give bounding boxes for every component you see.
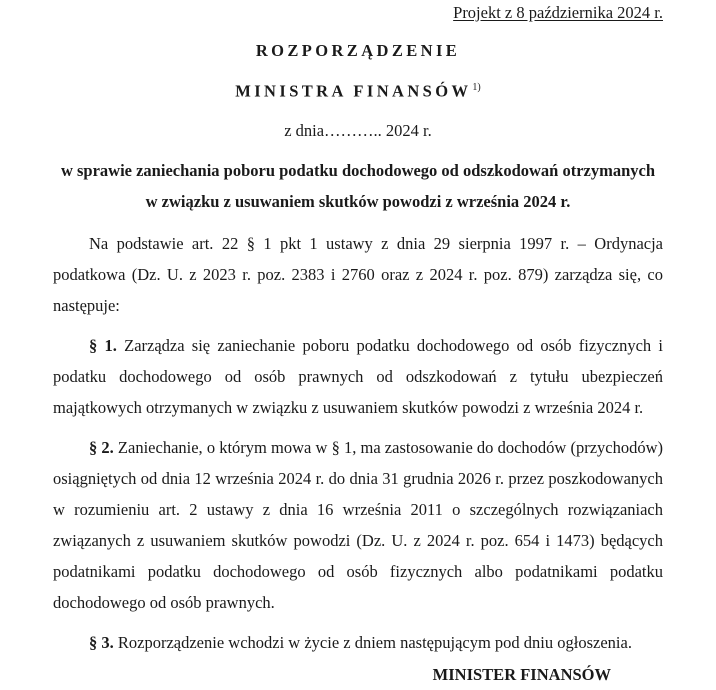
regulation-title: ROZPORZĄDZENIE (255, 41, 461, 60)
section-marker-1: § 1. (89, 335, 117, 355)
issuing-authority-text: MINISTRA FINANSÓW (235, 81, 472, 101)
regulation-subject: w sprawie zaniechania poboru podatku dochodowego od odszkodowań otrzymanych w związku z usuwaniem skutków powodzi z września 2024 r. (60, 160, 656, 211)
section-marker-3: § 3. (89, 632, 114, 652)
draft-stamp-text: Projekt z 8 października 2024 r. (453, 3, 663, 22)
section-paragraph-2 (53, 423, 663, 618)
section-paragraph-3 (53, 618, 663, 658)
signature-block: MINISTER FINANSÓW (432, 664, 611, 684)
footnote-reference: 1) (472, 82, 481, 93)
section-paragraph-1 (53, 321, 663, 423)
legal-basis-paragraph: Na podstawie art. 22 § 1 pkt 1 ustawy z dnia 29 sierpnia 1997 r. – Ordynacja podatkowa (Dz. U. z 2023 r. poz. 2383 i 2760 oraz z 2024 r. poz. 879) zarządza się, co następuje: (53, 233, 663, 315)
issuing-authority (53, 62, 663, 103)
draft-stamp (53, 0, 663, 23)
section-text-3: Rozporządzenie wchodzi w życie z dniem następującym pod dniu ogłoszenia. (113, 632, 632, 652)
issue-date-line: z dnia……….. 2024 r. (284, 120, 432, 140)
section-text-2: Zaniechanie, o którym mowa w § 1, ma zastosowanie do dochodów (przychodów) osiągniętych od dnia 12 września 2024 r. do dnia 31 grudnia 2026 r. przez poszkodowanych w rozumieniu art. 2 ustawy z dnia 16 września 2011 o szczególnych rozwiązaniach związanych z usuwaniem skutków powodzi (Dz. U. z 2024 r. poz. 654 i 1473) będących podatnikami podatku dochodowego od osób fizycznych albo podatnikami podatku dochodowego od osób prawnych. (53, 437, 664, 612)
section-marker-2: § 2. (89, 437, 114, 457)
section-text-1: Zarządza się zaniechanie poboru podatku dochodowego od osób fizycznych i podatku dochodowego od osób prawnych od odszkodowań z tytułu ubezpieczeń majątkowych otrzymanych w związku z usuwaniem skutków powodzi z września 2024 r. (53, 335, 663, 417)
document-heading (53, 23, 663, 142)
